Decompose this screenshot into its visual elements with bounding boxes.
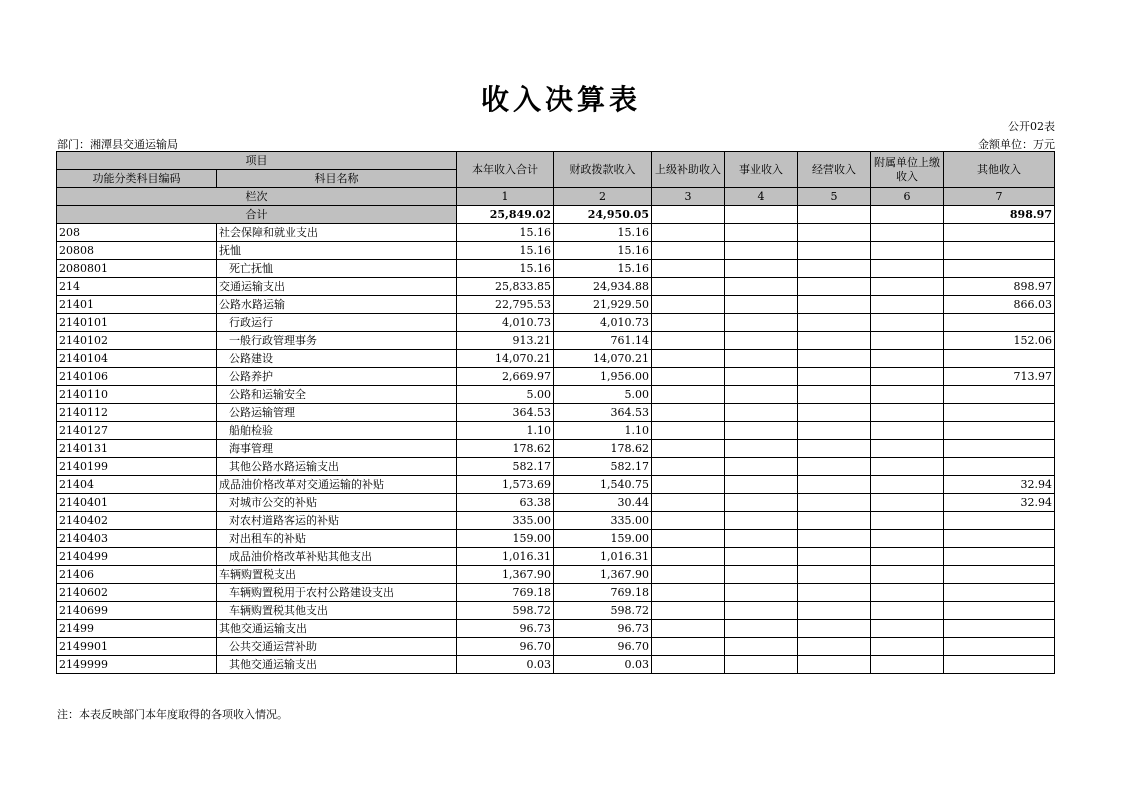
row-other (944, 656, 1055, 674)
table-row (57, 260, 1055, 278)
row-operating (798, 422, 871, 440)
row-total: 1,016.31 (457, 548, 554, 566)
row-name: 一般行政管理事务 (217, 332, 457, 350)
row-name: 海事管理 (217, 440, 457, 458)
row-superior (652, 404, 725, 422)
row-code: 21401 (57, 296, 217, 314)
row-fiscal: 1,540.75 (554, 476, 652, 494)
row-operating (798, 386, 871, 404)
row-other (944, 566, 1055, 584)
row-other (944, 260, 1055, 278)
row-affiliate (871, 422, 944, 440)
row-fiscal: 598.72 (554, 602, 652, 620)
table-row (57, 512, 1055, 530)
row-operating (798, 584, 871, 602)
total-label: 合计 (57, 206, 457, 224)
row-other: 713.97 (944, 368, 1055, 386)
row-business (725, 242, 798, 260)
row-affiliate (871, 332, 944, 350)
row-business (725, 260, 798, 278)
empty-cell (725, 206, 798, 224)
col-number: 1 (457, 188, 554, 206)
table-row (57, 350, 1055, 368)
row-code: 2140112 (57, 404, 217, 422)
header-business: 事业收入 (725, 152, 798, 188)
row-affiliate (871, 494, 944, 512)
row-total: 5.00 (457, 386, 554, 404)
table-row (57, 368, 1055, 386)
row-affiliate (871, 242, 944, 260)
row-affiliate (871, 476, 944, 494)
row-superior (652, 476, 725, 494)
row-superior (652, 512, 725, 530)
header-item: 项目 (57, 152, 457, 170)
row-operating (798, 638, 871, 656)
row-other (944, 224, 1055, 242)
row-affiliate (871, 638, 944, 656)
row-operating (798, 476, 871, 494)
row-affiliate (871, 368, 944, 386)
row-total: 96.70 (457, 638, 554, 656)
row-fiscal: 5.00 (554, 386, 652, 404)
row-code: 2140102 (57, 332, 217, 350)
row-business (725, 368, 798, 386)
row-total: 22,795.53 (457, 296, 554, 314)
row-business (725, 386, 798, 404)
row-name: 车辆购置税用于农村公路建设支出 (217, 584, 457, 602)
header-code: 功能分类科目编码 (57, 170, 217, 188)
table-row (57, 638, 1055, 656)
table-row (57, 476, 1055, 494)
row-superior (652, 548, 725, 566)
row-other (944, 584, 1055, 602)
table-row (57, 242, 1055, 260)
row-name: 公路建设 (217, 350, 457, 368)
row-business (725, 530, 798, 548)
table-row (57, 440, 1055, 458)
row-fiscal: 96.73 (554, 620, 652, 638)
row-fiscal: 769.18 (554, 584, 652, 602)
row-other (944, 350, 1055, 368)
row-affiliate (871, 566, 944, 584)
row-business (725, 224, 798, 242)
row-code: 2140127 (57, 422, 217, 440)
row-business (725, 332, 798, 350)
row-total: 1,573.69 (457, 476, 554, 494)
row-code: 208 (57, 224, 217, 242)
row-other (944, 512, 1055, 530)
table-row (57, 314, 1055, 332)
row-total: 14,070.21 (457, 350, 554, 368)
table-row (57, 530, 1055, 548)
row-code: 214 (57, 278, 217, 296)
header-operating: 经营收入 (798, 152, 871, 188)
row-operating (798, 494, 871, 512)
row-superior (652, 332, 725, 350)
row-fiscal: 14,070.21 (554, 350, 652, 368)
row-code: 2140199 (57, 458, 217, 476)
row-affiliate (871, 620, 944, 638)
table-row (57, 386, 1055, 404)
row-name: 公路水路运输 (217, 296, 457, 314)
row-operating (798, 296, 871, 314)
row-superior (652, 224, 725, 242)
row-superior (652, 368, 725, 386)
row-other (944, 386, 1055, 404)
row-fiscal: 178.62 (554, 440, 652, 458)
col-number: 6 (871, 188, 944, 206)
row-fiscal: 15.16 (554, 242, 652, 260)
header-other: 其他收入 (944, 152, 1055, 188)
row-fiscal: 15.16 (554, 260, 652, 278)
row-other (944, 530, 1055, 548)
row-business (725, 620, 798, 638)
row-business (725, 602, 798, 620)
row-name: 社会保障和就业支出 (217, 224, 457, 242)
row-other: 898.97 (944, 278, 1055, 296)
row-business (725, 458, 798, 476)
row-affiliate (871, 458, 944, 476)
row-operating (798, 602, 871, 620)
row-fiscal: 0.03 (554, 656, 652, 674)
row-fiscal: 1,016.31 (554, 548, 652, 566)
table-row (57, 332, 1055, 350)
footnote: 注：本表反映部门本年度取得的各项收入情况。 (57, 708, 288, 721)
row-business (725, 494, 798, 512)
row-operating (798, 440, 871, 458)
row-code: 2149901 (57, 638, 217, 656)
row-total: 63.38 (457, 494, 554, 512)
row-fiscal: 1,367.90 (554, 566, 652, 584)
row-fiscal: 159.00 (554, 530, 652, 548)
row-code: 2080801 (57, 260, 217, 278)
row-affiliate (871, 314, 944, 332)
row-business (725, 584, 798, 602)
total-fiscal: 24,950.05 (554, 206, 652, 224)
row-name: 车辆购置税其他支出 (217, 602, 457, 620)
row-code: 2149999 (57, 656, 217, 674)
row-superior (652, 656, 725, 674)
row-name: 公路运输管理 (217, 404, 457, 422)
row-code: 2140403 (57, 530, 217, 548)
row-code: 2140106 (57, 368, 217, 386)
income-table (56, 151, 1055, 674)
row-business (725, 512, 798, 530)
row-affiliate (871, 584, 944, 602)
row-total: 0.03 (457, 656, 554, 674)
row-total: 4,010.73 (457, 314, 554, 332)
row-operating (798, 224, 871, 242)
row-superior (652, 314, 725, 332)
row-operating (798, 548, 871, 566)
row-total: 15.16 (457, 224, 554, 242)
row-affiliate (871, 404, 944, 422)
row-superior (652, 242, 725, 260)
row-superior (652, 350, 725, 368)
col-number: 2 (554, 188, 652, 206)
row-code: 2140401 (57, 494, 217, 512)
header-total: 本年收入合计 (457, 152, 554, 188)
row-total: 913.21 (457, 332, 554, 350)
table-row (57, 278, 1055, 296)
row-fiscal: 1.10 (554, 422, 652, 440)
row-operating (798, 404, 871, 422)
row-affiliate (871, 386, 944, 404)
table-row (57, 224, 1055, 242)
row-total: 178.62 (457, 440, 554, 458)
row-operating (798, 260, 871, 278)
unit-label: 金额单位：万元 (978, 138, 1055, 151)
header-fiscal: 财政拨款收入 (554, 152, 652, 188)
row-code: 21404 (57, 476, 217, 494)
row-total: 96.73 (457, 620, 554, 638)
row-code: 2140602 (57, 584, 217, 602)
row-name: 成品油价格改革补贴其他支出 (217, 548, 457, 566)
row-name: 行政运行 (217, 314, 457, 332)
row-fiscal: 1,956.00 (554, 368, 652, 386)
row-operating (798, 368, 871, 386)
header-superior: 上级补助收入 (652, 152, 725, 188)
row-code: 21499 (57, 620, 217, 638)
row-business (725, 548, 798, 566)
row-code: 2140104 (57, 350, 217, 368)
row-code: 2140131 (57, 440, 217, 458)
row-other (944, 440, 1055, 458)
row-affiliate (871, 224, 944, 242)
row-superior (652, 440, 725, 458)
row-code: 2140699 (57, 602, 217, 620)
total-row (57, 206, 1055, 224)
row-name: 成品油价格改革对交通运输的补贴 (217, 476, 457, 494)
col-number: 4 (725, 188, 798, 206)
table-row (57, 548, 1055, 566)
row-operating (798, 458, 871, 476)
row-superior (652, 494, 725, 512)
row-business (725, 638, 798, 656)
row-fiscal: 21,929.50 (554, 296, 652, 314)
row-affiliate (871, 602, 944, 620)
row-superior (652, 566, 725, 584)
total-other: 898.97 (944, 206, 1055, 224)
table-row (57, 566, 1055, 584)
row-business (725, 440, 798, 458)
row-affiliate (871, 350, 944, 368)
row-code: 20808 (57, 242, 217, 260)
row-superior (652, 278, 725, 296)
row-code: 2140402 (57, 512, 217, 530)
row-total: 335.00 (457, 512, 554, 530)
row-name: 其他交通运输支出 (217, 620, 457, 638)
row-name: 公路养护 (217, 368, 457, 386)
row-business (725, 422, 798, 440)
row-total: 598.72 (457, 602, 554, 620)
row-fiscal: 761.14 (554, 332, 652, 350)
row-name: 船舶检验 (217, 422, 457, 440)
row-superior (652, 602, 725, 620)
row-operating (798, 620, 871, 638)
row-other (944, 548, 1055, 566)
row-total: 1.10 (457, 422, 554, 440)
total-sum: 25,849.02 (457, 206, 554, 224)
table-row (57, 656, 1055, 674)
row-name: 公路和运输安全 (217, 386, 457, 404)
department-label: 部门：湘潭县交通运输局 (57, 138, 178, 151)
col-number: 5 (798, 188, 871, 206)
row-superior (652, 458, 725, 476)
row-total: 2,669.97 (457, 368, 554, 386)
header-row-label: 栏次 (57, 188, 457, 206)
row-fiscal: 15.16 (554, 224, 652, 242)
row-business (725, 350, 798, 368)
row-operating (798, 566, 871, 584)
row-business (725, 656, 798, 674)
row-superior (652, 386, 725, 404)
row-name: 交通运输支出 (217, 278, 457, 296)
row-code: 2140101 (57, 314, 217, 332)
row-other: 152.06 (944, 332, 1055, 350)
row-name: 对农村道路客运的补贴 (217, 512, 457, 530)
row-superior (652, 620, 725, 638)
row-superior (652, 422, 725, 440)
row-affiliate (871, 296, 944, 314)
row-other (944, 404, 1055, 422)
row-operating (798, 512, 871, 530)
row-total: 15.16 (457, 242, 554, 260)
table-row (57, 404, 1055, 422)
header-name: 科目名称 (217, 170, 457, 188)
table-row (57, 296, 1055, 314)
col-number: 3 (652, 188, 725, 206)
row-total: 582.17 (457, 458, 554, 476)
row-fiscal: 335.00 (554, 512, 652, 530)
table-row (57, 494, 1055, 512)
row-other: 866.03 (944, 296, 1055, 314)
row-fiscal: 24,934.88 (554, 278, 652, 296)
row-business (725, 404, 798, 422)
row-other: 32.94 (944, 476, 1055, 494)
table-body (57, 224, 1055, 674)
row-other (944, 638, 1055, 656)
row-code: 2140110 (57, 386, 217, 404)
row-fiscal: 4,010.73 (554, 314, 652, 332)
row-operating (798, 278, 871, 296)
empty-cell (798, 206, 871, 224)
row-operating (798, 530, 871, 548)
row-operating (798, 350, 871, 368)
table-row (57, 602, 1055, 620)
row-superior (652, 638, 725, 656)
page-title: 收入决算表 (480, 83, 641, 116)
row-business (725, 566, 798, 584)
row-total: 769.18 (457, 584, 554, 602)
table-row (57, 620, 1055, 638)
row-superior (652, 530, 725, 548)
empty-cell (871, 206, 944, 224)
row-business (725, 476, 798, 494)
row-code: 21406 (57, 566, 217, 584)
row-other (944, 314, 1055, 332)
row-total: 159.00 (457, 530, 554, 548)
row-fiscal: 30.44 (554, 494, 652, 512)
row-business (725, 278, 798, 296)
row-fiscal: 582.17 (554, 458, 652, 476)
row-name: 其他公路水路运输支出 (217, 458, 457, 476)
row-operating (798, 656, 871, 674)
row-other (944, 422, 1055, 440)
row-total: 364.53 (457, 404, 554, 422)
row-other (944, 602, 1055, 620)
row-fiscal: 96.70 (554, 638, 652, 656)
row-total: 15.16 (457, 260, 554, 278)
row-operating (798, 314, 871, 332)
row-name: 抚恤 (217, 242, 457, 260)
row-total: 25,833.85 (457, 278, 554, 296)
row-name: 对出租车的补贴 (217, 530, 457, 548)
row-affiliate (871, 440, 944, 458)
table-header (57, 152, 1055, 224)
row-operating (798, 332, 871, 350)
row-fiscal: 364.53 (554, 404, 652, 422)
row-superior (652, 260, 725, 278)
row-other (944, 458, 1055, 476)
table-row (57, 458, 1055, 476)
row-superior (652, 296, 725, 314)
row-affiliate (871, 278, 944, 296)
row-affiliate (871, 530, 944, 548)
row-affiliate (871, 548, 944, 566)
row-affiliate (871, 656, 944, 674)
row-affiliate (871, 260, 944, 278)
row-name: 公共交通运营补助 (217, 638, 457, 656)
row-business (725, 314, 798, 332)
header-affiliate: 附属单位上缴收入 (871, 152, 944, 188)
table-row (57, 422, 1055, 440)
row-superior (652, 584, 725, 602)
table-row (57, 584, 1055, 602)
col-number: 7 (944, 188, 1055, 206)
form-number: 公开02表 (1008, 120, 1055, 133)
empty-cell (652, 206, 725, 224)
row-other (944, 620, 1055, 638)
row-code: 2140499 (57, 548, 217, 566)
row-name: 其他交通运输支出 (217, 656, 457, 674)
row-name: 对城市公交的补贴 (217, 494, 457, 512)
row-affiliate (871, 512, 944, 530)
row-name: 死亡抚恤 (217, 260, 457, 278)
row-total: 1,367.90 (457, 566, 554, 584)
row-other: 32.94 (944, 494, 1055, 512)
row-operating (798, 242, 871, 260)
row-other (944, 242, 1055, 260)
row-name: 车辆购置税支出 (217, 566, 457, 584)
row-business (725, 296, 798, 314)
